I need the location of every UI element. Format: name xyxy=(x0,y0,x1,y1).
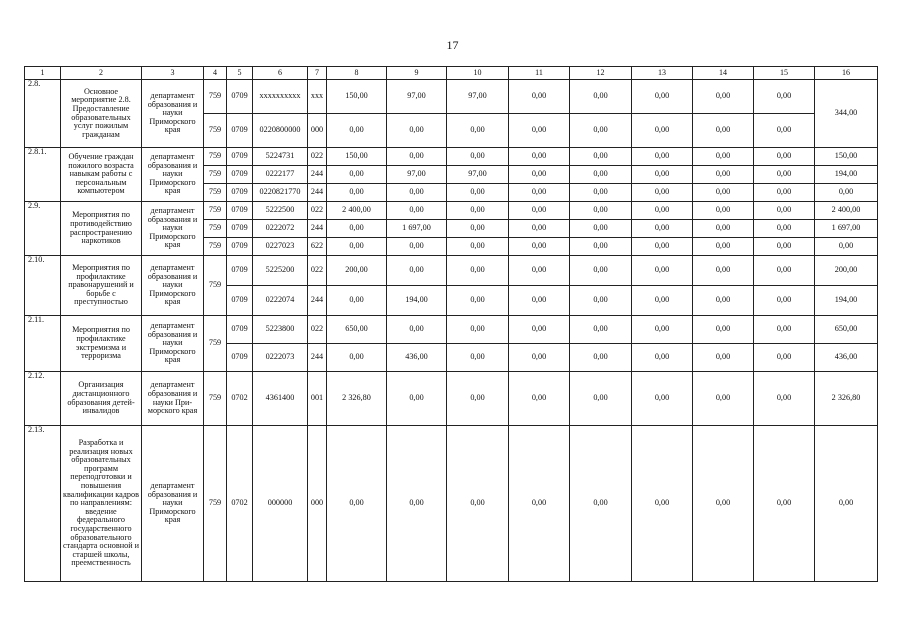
value-cell: 0,00 xyxy=(693,148,754,166)
section-code: 0709 xyxy=(227,316,253,344)
value-cell: 0,00 xyxy=(387,238,447,256)
value-cell: 0,00 xyxy=(632,256,693,286)
value-cell: 0,00 xyxy=(754,256,815,286)
value-cell: 0,00 xyxy=(327,166,387,184)
value-cell: 97,00 xyxy=(387,80,447,114)
section-code: 0709 xyxy=(227,114,253,148)
budget-table xyxy=(24,66,878,582)
value-cell: 0,00 xyxy=(754,344,815,372)
target-article-code: 0227023 xyxy=(253,238,308,256)
row-index: 2.9. xyxy=(25,202,61,256)
value-cell: 2 326,80 xyxy=(327,372,387,426)
value-cell: 0,00 xyxy=(570,166,632,184)
value-cell: 200,00 xyxy=(327,256,387,286)
value-cell: 0,00 xyxy=(509,256,570,286)
section-code: 0709 xyxy=(227,344,253,372)
value-cell: 0,00 xyxy=(447,372,509,426)
value-cell: 0,00 xyxy=(754,426,815,582)
executor-cell: департамент образования и науки Приморского края xyxy=(142,316,204,372)
target-article-code: 0222072 xyxy=(253,220,308,238)
target-article-code: 5225200 xyxy=(253,256,308,286)
table-row xyxy=(25,316,878,344)
column-header: 1 xyxy=(25,67,61,80)
target-article-code: 0222073 xyxy=(253,344,308,372)
value-cell: 0,00 xyxy=(387,202,447,220)
grbs-code: 759 xyxy=(204,220,227,238)
value-cell: 0,00 xyxy=(327,344,387,372)
value-cell: 0,00 xyxy=(632,148,693,166)
value-cell: 0,00 xyxy=(632,166,693,184)
value-cell: 0,00 xyxy=(632,426,693,582)
value-cell: 0,00 xyxy=(327,286,387,316)
section-code: 0709 xyxy=(227,202,253,220)
value-cell: 0,00 xyxy=(693,372,754,426)
grbs-code: 759 xyxy=(204,148,227,166)
value-cell: 436,00 xyxy=(815,344,878,372)
value-cell: 0,00 xyxy=(754,286,815,316)
value-cell: 1 697,00 xyxy=(387,220,447,238)
value-cell: 0,00 xyxy=(387,372,447,426)
value-cell: 0,00 xyxy=(570,184,632,202)
section-code: 0709 xyxy=(227,184,253,202)
value-cell: 0,00 xyxy=(387,114,447,148)
grbs-code: 759 xyxy=(204,238,227,256)
value-cell: 97,00 xyxy=(387,166,447,184)
value-cell: 0,00 xyxy=(754,238,815,256)
value-cell: 0,00 xyxy=(509,220,570,238)
value-cell: 0,00 xyxy=(447,256,509,286)
table-row xyxy=(25,80,878,114)
target-article-code: 0220800000 xyxy=(253,114,308,148)
section-code: 0709 xyxy=(227,80,253,114)
value-cell: 0,00 xyxy=(693,166,754,184)
row-index: 2.13. xyxy=(25,426,61,582)
value-cell: 0,00 xyxy=(632,286,693,316)
executor-cell: департамент образования и науки При-морского края xyxy=(142,372,204,426)
value-cell: 0,00 xyxy=(632,184,693,202)
executor-cell: департамент образования и науки Приморского края xyxy=(142,426,204,582)
column-header: 10 xyxy=(447,67,509,80)
value-cell: 0,00 xyxy=(509,148,570,166)
table-row xyxy=(25,256,878,286)
grbs-code: 759 xyxy=(204,372,227,426)
executor-cell: департамент образования и науки Приморского края xyxy=(142,202,204,256)
column-header: 7 xyxy=(308,67,327,80)
expense-type-code: xxx xyxy=(308,80,327,114)
table-row xyxy=(25,202,878,220)
value-cell: 150,00 xyxy=(327,80,387,114)
value-cell: 0,00 xyxy=(754,202,815,220)
value-cell: 2 400,00 xyxy=(327,202,387,220)
value-cell: 0,00 xyxy=(447,286,509,316)
value-cell: 0,00 xyxy=(632,372,693,426)
target-article-code: 0220821770 xyxy=(253,184,308,202)
value-cell: 0,00 xyxy=(509,114,570,148)
value-cell: 0,00 xyxy=(327,184,387,202)
expense-type-code: 022 xyxy=(308,202,327,220)
value-cell: 194,00 xyxy=(387,286,447,316)
value-cell: 0,00 xyxy=(509,344,570,372)
value-cell: 0,00 xyxy=(570,238,632,256)
value-cell: 0,00 xyxy=(570,148,632,166)
measure-name: Мероприятия по профилактике экстремизма и терроризма xyxy=(61,316,142,372)
value-cell: 0,00 xyxy=(387,426,447,582)
value-cell: 0,00 xyxy=(327,220,387,238)
expense-type-code: 022 xyxy=(308,256,327,286)
value-cell: 0,00 xyxy=(570,426,632,582)
row-index: 2.11. xyxy=(25,316,61,372)
value-cell: 0,00 xyxy=(815,426,878,582)
value-cell: 0,00 xyxy=(570,256,632,286)
value-cell: 0,00 xyxy=(754,372,815,426)
value-cell: 0,00 xyxy=(447,184,509,202)
expense-type-code: 022 xyxy=(308,316,327,344)
target-article-code: 4361400 xyxy=(253,372,308,426)
value-cell: 0,00 xyxy=(327,238,387,256)
value-cell: 0,00 xyxy=(693,238,754,256)
section-code: 0702 xyxy=(227,426,253,582)
value-cell: 150,00 xyxy=(815,148,878,166)
header-row xyxy=(25,67,878,80)
target-article-code: xxxxxxxxxx xyxy=(253,80,308,114)
target-article-code: 0222074 xyxy=(253,286,308,316)
section-code: 0709 xyxy=(227,286,253,316)
value-cell: 0,00 xyxy=(387,316,447,344)
expense-type-code: 244 xyxy=(308,184,327,202)
grbs-code: 759 xyxy=(204,256,227,316)
expense-type-code: 244 xyxy=(308,166,327,184)
value-cell: 0,00 xyxy=(509,316,570,344)
row-index: 2.12. xyxy=(25,372,61,426)
section-code: 0709 xyxy=(227,256,253,286)
value-cell: 0,00 xyxy=(632,220,693,238)
value-cell: 0,00 xyxy=(447,220,509,238)
expense-type-code: 622 xyxy=(308,238,327,256)
value-cell: 194,00 xyxy=(815,166,878,184)
measure-name: Основное мероприятие 2.8. Предоставление образовательных услуг пожилым гражданам xyxy=(61,80,142,148)
total-cell: 344,00 xyxy=(815,80,878,148)
value-cell: 200,00 xyxy=(815,256,878,286)
value-cell: 0,00 xyxy=(693,114,754,148)
executor-cell: департамент образования и науки Приморского края xyxy=(142,148,204,202)
value-cell: 0,00 xyxy=(570,372,632,426)
value-cell: 0,00 xyxy=(509,184,570,202)
value-cell: 0,00 xyxy=(327,426,387,582)
column-header: 4 xyxy=(204,67,227,80)
column-header: 15 xyxy=(754,67,815,80)
row-index: 2.8.1. xyxy=(25,148,61,202)
value-cell: 0,00 xyxy=(509,426,570,582)
row-index: 2.10. xyxy=(25,256,61,316)
value-cell: 0,00 xyxy=(693,184,754,202)
section-code: 0709 xyxy=(227,166,253,184)
column-header: 11 xyxy=(509,67,570,80)
value-cell: 650,00 xyxy=(327,316,387,344)
column-header: 5 xyxy=(227,67,253,80)
column-header: 12 xyxy=(570,67,632,80)
value-cell: 0,00 xyxy=(693,344,754,372)
value-cell: 0,00 xyxy=(693,426,754,582)
value-cell: 0,00 xyxy=(754,316,815,344)
table-row xyxy=(25,148,878,166)
grbs-code: 759 xyxy=(204,80,227,114)
value-cell: 0,00 xyxy=(632,202,693,220)
value-cell: 0,00 xyxy=(632,80,693,114)
grbs-code: 759 xyxy=(204,184,227,202)
value-cell: 0,00 xyxy=(632,238,693,256)
value-cell: 0,00 xyxy=(693,256,754,286)
measure-name: Организация дистанционного образования детей-инвалидов xyxy=(61,372,142,426)
value-cell: 0,00 xyxy=(754,184,815,202)
value-cell: 1 697,00 xyxy=(815,220,878,238)
section-code: 0702 xyxy=(227,372,253,426)
measure-name: Разработка и реализация новых образовательных программ переподготовки и повышения квалификации кадров по направлениям: введение федерального государственного образовательного стандарта основной и старшей школы, преемственность xyxy=(61,426,142,582)
value-cell: 0,00 xyxy=(754,220,815,238)
column-header: 13 xyxy=(632,67,693,80)
value-cell: 0,00 xyxy=(447,238,509,256)
value-cell: 97,00 xyxy=(447,80,509,114)
value-cell: 0,00 xyxy=(754,148,815,166)
value-cell: 0,00 xyxy=(693,316,754,344)
value-cell: 2 400,00 xyxy=(815,202,878,220)
value-cell: 0,00 xyxy=(509,202,570,220)
value-cell: 0,00 xyxy=(387,148,447,166)
value-cell: 0,00 xyxy=(570,316,632,344)
value-cell: 436,00 xyxy=(387,344,447,372)
value-cell: 0,00 xyxy=(447,148,509,166)
measure-name: Обучение граждан пожилого возраста навыкам работы с персональным компьютером xyxy=(61,148,142,202)
expense-type-code: 022 xyxy=(308,148,327,166)
column-header: 8 xyxy=(327,67,387,80)
value-cell: 2 326,80 xyxy=(815,372,878,426)
value-cell: 0,00 xyxy=(754,80,815,114)
value-cell: 0,00 xyxy=(693,220,754,238)
value-cell: 0,00 xyxy=(570,114,632,148)
grbs-code: 759 xyxy=(204,316,227,372)
value-cell: 0,00 xyxy=(632,316,693,344)
value-cell: 0,00 xyxy=(754,114,815,148)
value-cell: 0,00 xyxy=(570,80,632,114)
value-cell: 0,00 xyxy=(693,202,754,220)
expense-type-code: 244 xyxy=(308,344,327,372)
value-cell: 0,00 xyxy=(509,372,570,426)
target-article-code: 5223800 xyxy=(253,316,308,344)
value-cell: 0,00 xyxy=(570,286,632,316)
value-cell: 0,00 xyxy=(693,80,754,114)
value-cell: 0,00 xyxy=(815,184,878,202)
row-index: 2.8. xyxy=(25,80,61,148)
column-header: 9 xyxy=(387,67,447,80)
target-article-code: 0222177 xyxy=(253,166,308,184)
expense-type-code: 244 xyxy=(308,220,327,238)
value-cell: 0,00 xyxy=(570,220,632,238)
value-cell: 0,00 xyxy=(693,286,754,316)
measure-name: Мероприятия по противодействию распространению наркотиков xyxy=(61,202,142,256)
grbs-code: 759 xyxy=(204,166,227,184)
target-article-code: 000000 xyxy=(253,426,308,582)
grbs-code: 759 xyxy=(204,202,227,220)
target-article-code: 5222500 xyxy=(253,202,308,220)
column-header: 14 xyxy=(693,67,754,80)
section-code: 0709 xyxy=(227,238,253,256)
column-header: 2 xyxy=(61,67,142,80)
value-cell: 0,00 xyxy=(327,114,387,148)
executor-cell: департамент образования и науки Приморского края xyxy=(142,256,204,316)
value-cell: 0,00 xyxy=(754,166,815,184)
column-header: 3 xyxy=(142,67,204,80)
expense-type-code: 001 xyxy=(308,372,327,426)
value-cell: 0,00 xyxy=(447,316,509,344)
column-header: 16 xyxy=(815,67,878,80)
grbs-code: 759 xyxy=(204,114,227,148)
table-row xyxy=(25,372,878,426)
value-cell: 0,00 xyxy=(815,238,878,256)
value-cell: 650,00 xyxy=(815,316,878,344)
value-cell: 0,00 xyxy=(509,80,570,114)
expense-type-code: 244 xyxy=(308,286,327,316)
expense-type-code: 000 xyxy=(308,114,327,148)
value-cell: 0,00 xyxy=(509,238,570,256)
value-cell: 0,00 xyxy=(447,426,509,582)
value-cell: 150,00 xyxy=(327,148,387,166)
expense-type-code: 000 xyxy=(308,426,327,582)
value-cell: 0,00 xyxy=(387,256,447,286)
executor-cell: департамент образования и науки Приморского края xyxy=(142,80,204,148)
section-code: 0709 xyxy=(227,220,253,238)
value-cell: 194,00 xyxy=(815,286,878,316)
section-code: 0709 xyxy=(227,148,253,166)
target-article-code: 5224731 xyxy=(253,148,308,166)
grbs-code: 759 xyxy=(204,426,227,582)
page-number: 17 xyxy=(446,38,459,52)
value-cell: 0,00 xyxy=(570,202,632,220)
value-cell: 97,00 xyxy=(447,166,509,184)
table-row xyxy=(25,426,878,582)
value-cell: 0,00 xyxy=(509,166,570,184)
measure-name: Мероприятия по профилактике правонарушений и борьбе с преступностью xyxy=(61,256,142,316)
value-cell: 0,00 xyxy=(447,202,509,220)
column-header: 6 xyxy=(253,67,308,80)
value-cell: 0,00 xyxy=(447,114,509,148)
value-cell: 0,00 xyxy=(509,286,570,316)
value-cell: 0,00 xyxy=(570,344,632,372)
value-cell: 0,00 xyxy=(447,344,509,372)
value-cell: 0,00 xyxy=(632,114,693,148)
value-cell: 0,00 xyxy=(387,184,447,202)
value-cell: 0,00 xyxy=(632,344,693,372)
